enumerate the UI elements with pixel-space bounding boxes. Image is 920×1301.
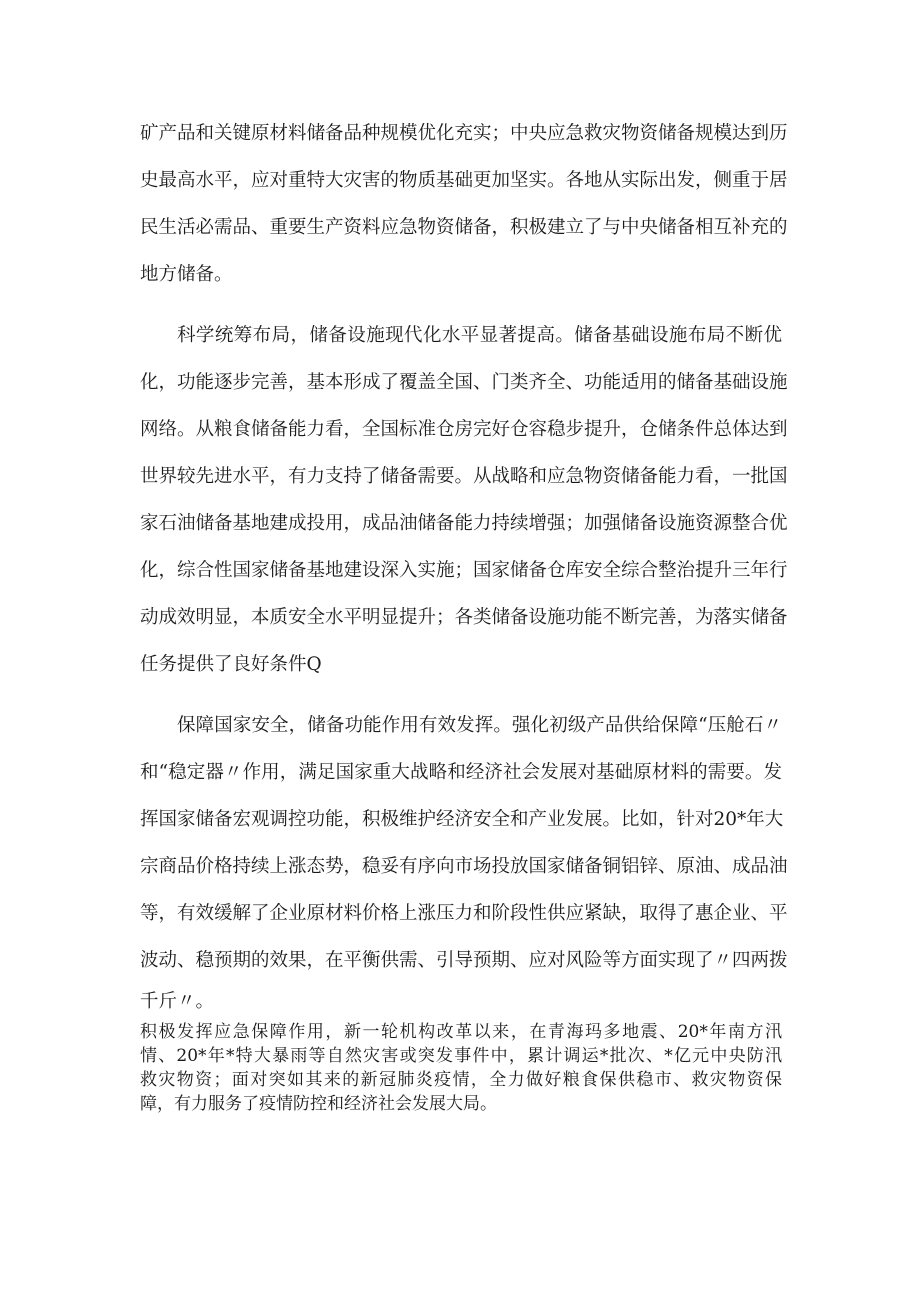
text-line: 和“稳定器〃作用，满足国家重大战略和经济社会发展对基础原材料的需要。发 bbox=[140, 762, 782, 783]
text-line: 等，有效缓解了企业原材料价格上涨压力和阶段性供应紧缺，取得了惠企业、平 bbox=[140, 903, 788, 924]
paragraph-4 bbox=[140, 1020, 782, 1116]
text-line: 网络。从粮食储备能力看，全国标准仓房完好仓容稳步提升，仓储条件总体达到 bbox=[140, 419, 788, 440]
text-line: 波动、稳预期的效果，在平衡供需、引导预期、应对风险等方面实现了〃四两拨 bbox=[140, 950, 788, 971]
text-line: 科学统筹布局，储备设施现代化水平显著提高。储备基础设施布局不断优 bbox=[177, 325, 782, 346]
text-line: 千斤〃。 bbox=[140, 991, 215, 1012]
text-line: 世界较先进水平，有力支持了储备需要。从战略和应急物资储备能力看，一批国 bbox=[140, 466, 788, 487]
text-line: 积极发挥应急保障作用，新一轮机构改革以来，在青海玛多地震、20*年南方汛 bbox=[140, 1022, 782, 1042]
text-line: 民生活必需品、重要生产资料应急物资储备，积极建立了与中央储备相互补充的 bbox=[140, 217, 788, 238]
text-line: 挥国家储备宏观调控功能，积极维护经济安全和产业发展。比如，针对20*年大 bbox=[140, 809, 784, 830]
paragraph-3 bbox=[140, 702, 788, 1020]
paragraph-2 bbox=[140, 312, 788, 688]
text-line: 地方储备。 bbox=[140, 264, 233, 285]
text-line: 化，功能逐步完善，基本形成了覆盖全国、门类齐全、功能适用的储备基础设施 bbox=[140, 372, 788, 393]
text-line: 保障国家安全，储备功能作用有效发挥。强化初级产品供给保障“压舱石〃 bbox=[177, 715, 782, 736]
text-line: 任务提供了良好条件Q bbox=[140, 654, 322, 675]
text-line: 救灾物资；面对突如其来的新冠肺炎疫情，全力做好粮食保供稳市、救灾物资保 bbox=[140, 1070, 782, 1090]
text-line: 障，有力服务了疫情防控和经济社会发展大局。 bbox=[140, 1094, 497, 1114]
text-line: 家石油储备基地建成投用，成品油储备能力持续增强；加强储备设施资源整合优 bbox=[140, 513, 788, 534]
text-line: 矿产品和关键原材料储备品种规模优化充实；中央应急救灾物资储备规模达到历 bbox=[140, 123, 788, 144]
text-line: 情、20*年*特大暴雨等自然灾害或突发事件中，累计调运*批次、*亿元中央防汛 bbox=[140, 1046, 782, 1066]
document-body bbox=[140, 110, 788, 1116]
text-line: 宗商品价格持续上涨态势，稳妥有序向市场投放国家储备铜铝锌、原油、成品油 bbox=[140, 856, 788, 877]
text-line: 史最高水平，应对重特大灾害的物质基础更加坚实。各地从实际出发，侧重于居 bbox=[140, 170, 788, 191]
paragraph-1 bbox=[140, 110, 788, 298]
text-line: 化，综合性国家储备基地建设深入实施；国家储备仓库安全综合整治提升三年行 bbox=[140, 560, 788, 581]
text-line: 动成效明显，本质安全水平明显提升；各类储备设施功能不断完善，为落实储备 bbox=[140, 607, 788, 628]
